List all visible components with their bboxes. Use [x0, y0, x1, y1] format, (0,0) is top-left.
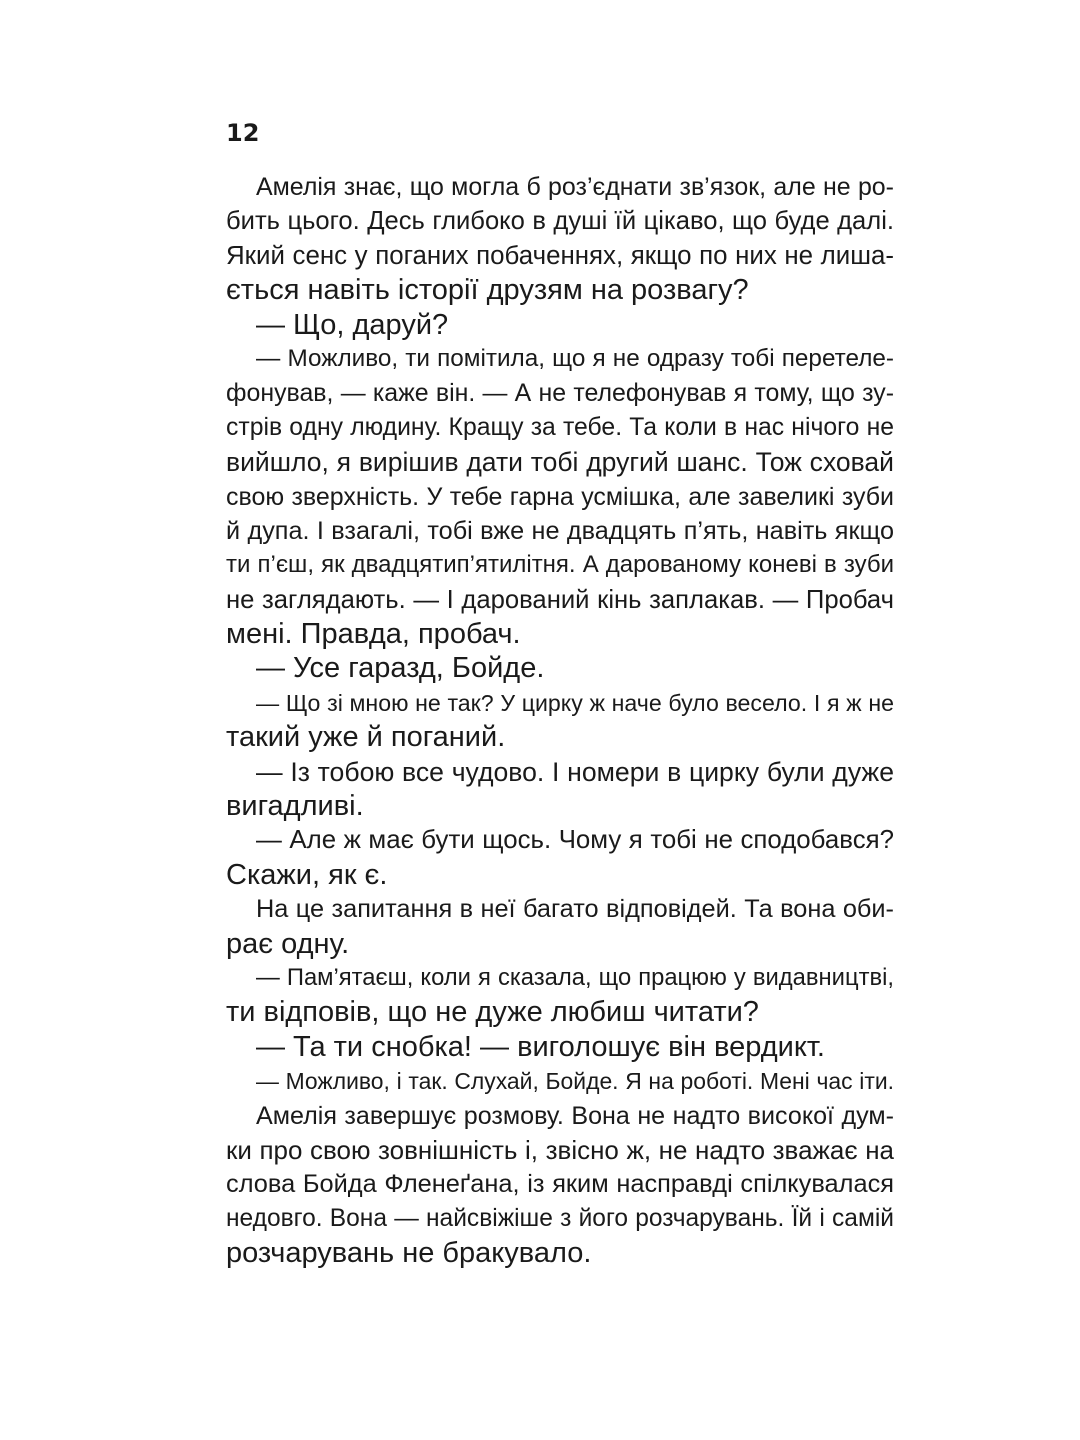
text-line: — Але ж має бути щось. Чому я тобі не сподобався?	[256, 826, 894, 855]
text-line: — Що, даруй?	[256, 308, 449, 341]
text-line: ти відповів, що не дуже любиш читати?	[226, 996, 759, 1029]
text-line: Амелія завершує розмову. Вона не надто високої дум-	[256, 1101, 894, 1130]
text-line: Амелія знає, що могла б роз’єднати зв’язок, але не ро-	[256, 173, 894, 201]
text-line: — Та ти снобка! — виголошує він вердикт.	[256, 1030, 825, 1063]
body-text	[226, 170, 894, 1271]
text-line: — Можливо, ти помітила, що я не одразу тобі перетеле-	[256, 344, 894, 372]
text-line: ки про свою зовнішність і, звісно ж, не надто зважає на	[226, 1134, 894, 1165]
text-line: — Із тобою все чудово. І номери в цирку були дуже	[256, 756, 894, 787]
text-line: вигадливі.	[226, 790, 364, 823]
text-line: мені. Правда, пробач.	[226, 618, 521, 651]
text-line: Скажи, як є.	[226, 858, 388, 891]
text-line: такий уже й поганий.	[226, 721, 506, 754]
text-line: ється навіть історії друзям на розвагу?	[226, 274, 749, 307]
text-line: — Пам’ятаєш, коли я сказала, що працюю у видавництві,	[256, 963, 894, 991]
text-line: й дупа. І взагалі, тобі вже не двадцять п’ять, навіть якщо	[226, 516, 894, 545]
text-line: слова Бойда Фленеґана, із яким насправді спілкувалася	[226, 1170, 894, 1199]
text-line: стрів одну людину. Кращу за тебе. Та коли в нас нічого не	[226, 413, 894, 441]
text-line: — Можливо, і так. Слухай, Бойде. Я на роботі. Мені час іти.	[256, 1068, 894, 1095]
text-line: фонував, — каже він. — А не телефонував я тому, що зу-	[226, 379, 894, 408]
text-line: Який сенс у поганих побаченнях, якщо по них не лиша-	[226, 241, 894, 270]
text-line: — Усе гаразд, Бойде.	[256, 652, 545, 685]
text-line: свою зверхність. У тебе гарна усмішка, але завеликі зуби	[226, 482, 894, 511]
text-line: не заглядають. — І дарований кінь заплакав. — Пробач	[226, 585, 894, 614]
text-line: вийшло, я вирішив дати тобі другий шанс. Тож сховай	[226, 447, 894, 478]
text-line: бить цього. Десь глибоко в душі їй цікаво, що буде далі.	[226, 207, 894, 236]
text-line: розчарувань не бракувало.	[226, 1237, 592, 1270]
page-number: 12	[226, 119, 260, 147]
text-line: На це запитання в неї багато відповідей. Та вона оби-	[256, 895, 894, 924]
text-line: рає одну.	[226, 927, 350, 960]
text-line: ти п’єш, як двадцятип’ятилітня. А дарованому коневі в зуби	[226, 551, 894, 579]
text-line: — Що зі мною не так? У цирку ж наче було весело. І я ж не	[256, 689, 894, 716]
text-line: недовго. Вона — найсвіжіше з його розчарувань. Їй і самій	[226, 1204, 894, 1232]
